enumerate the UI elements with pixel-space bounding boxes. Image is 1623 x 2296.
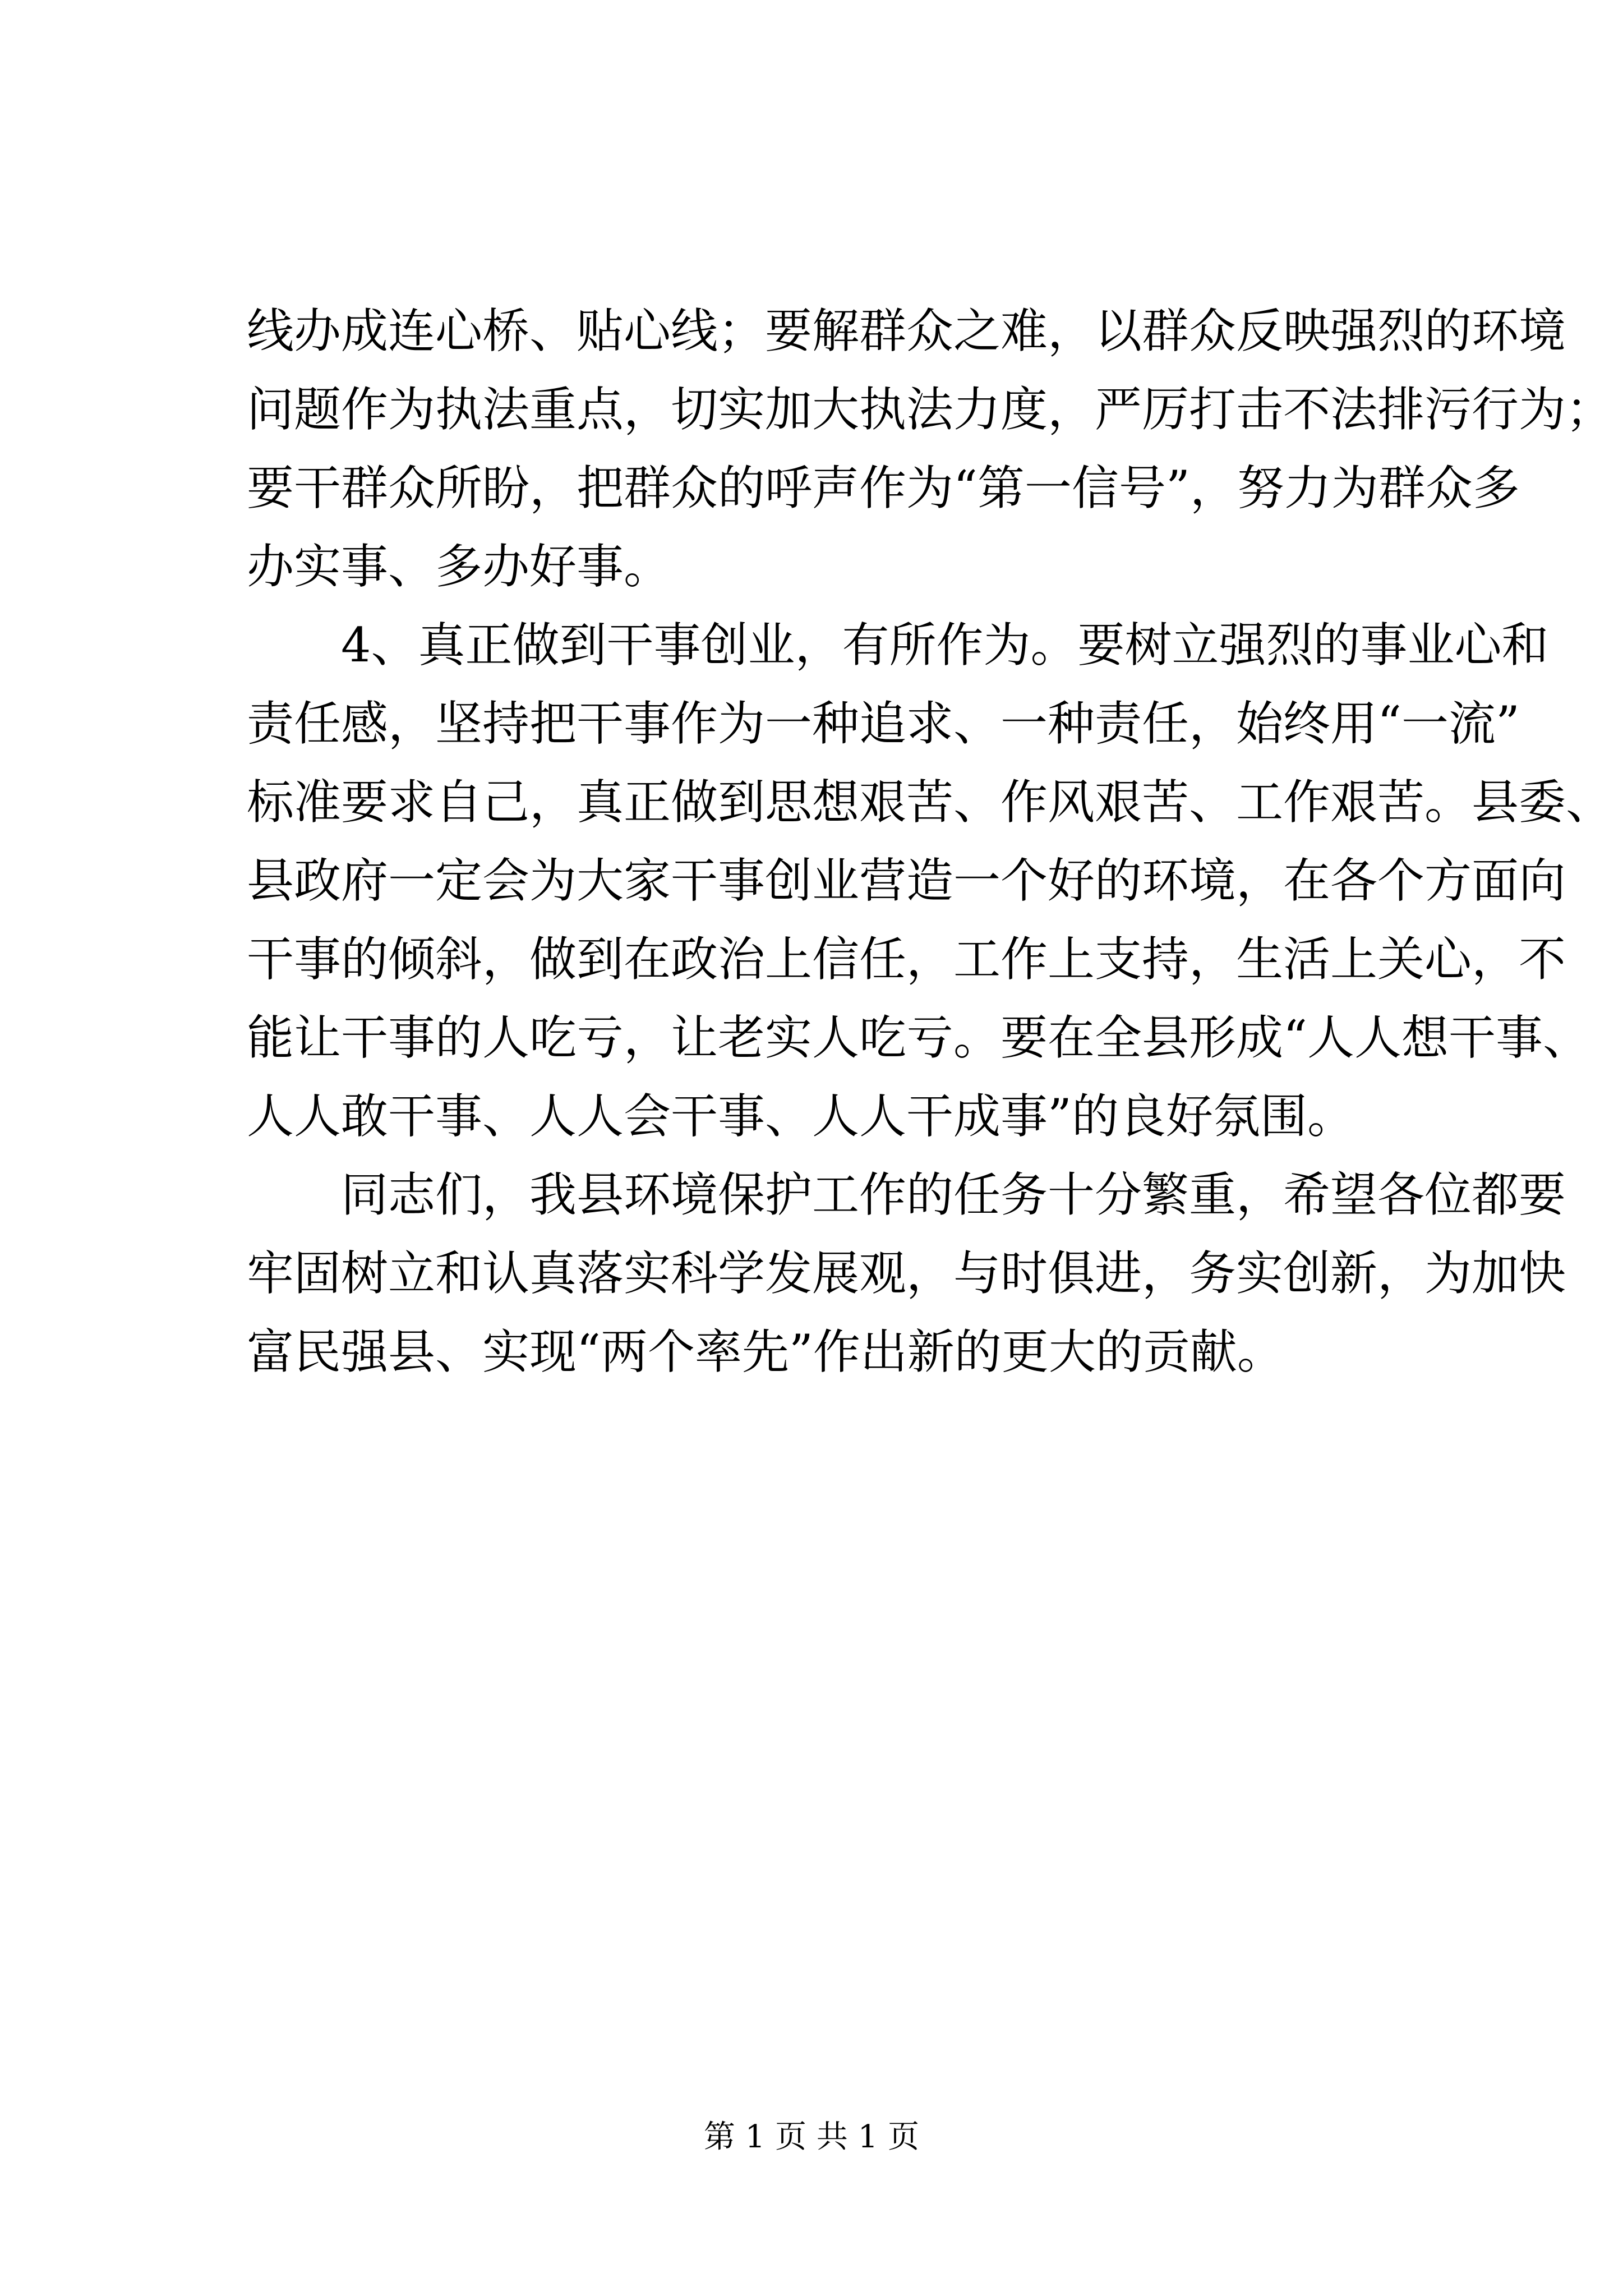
text-line: 责任感，坚持把干事作为一种追求、一种责任，始终用“一流” (247, 696, 1520, 751)
text-line: 要干群众所盼，把群众的呼声作为“第一信号”，努力为群众多 (247, 461, 1520, 516)
text-line: 人人敢干事、人人会干事、人人干成事”的良好氛围。 (247, 1089, 1354, 1144)
document-body (247, 292, 1613, 1391)
text-line: 能让干事的人吃亏，让老实人吃亏。要在全县形成“人人想干事、 (247, 1010, 1590, 1065)
page-footer: 第 1 页 共 1 页 (703, 2119, 920, 2155)
text-line: 富民强县、实现“两个率先”作出新的更大的贡献。 (247, 1324, 1284, 1379)
text-line: 线办成连心桥、贴心线；要解群众之难，以群众反映强烈的环境 (247, 303, 1566, 358)
text-line: 牢固树立和认真落实科学发展观，与时俱进，务实创新，为加快 (247, 1246, 1566, 1301)
text-line: 4、真正做到干事创业，有所作为。要树立强烈的事业心和 (341, 618, 1549, 673)
text-line: 县政府一定会为大家干事创业营造一个好的环境，在各个方面向 (247, 853, 1566, 908)
text-line: 问题作为执法重点，切实加大执法力度，严厉打击不法排污行为； (247, 382, 1613, 437)
text-line: 同志们，我县环境保护工作的任务十分繁重，希望各位都要 (341, 1167, 1566, 1222)
text-line: 干事的倾斜，做到在政治上信任，工作上支持，生活上关心，不 (247, 932, 1566, 987)
text-line: 标准要求自己，真正做到思想艰苦、作风艰苦、工作艰苦。县委、 (247, 775, 1613, 830)
text-line: 办实事、多办好事。 (247, 539, 671, 594)
